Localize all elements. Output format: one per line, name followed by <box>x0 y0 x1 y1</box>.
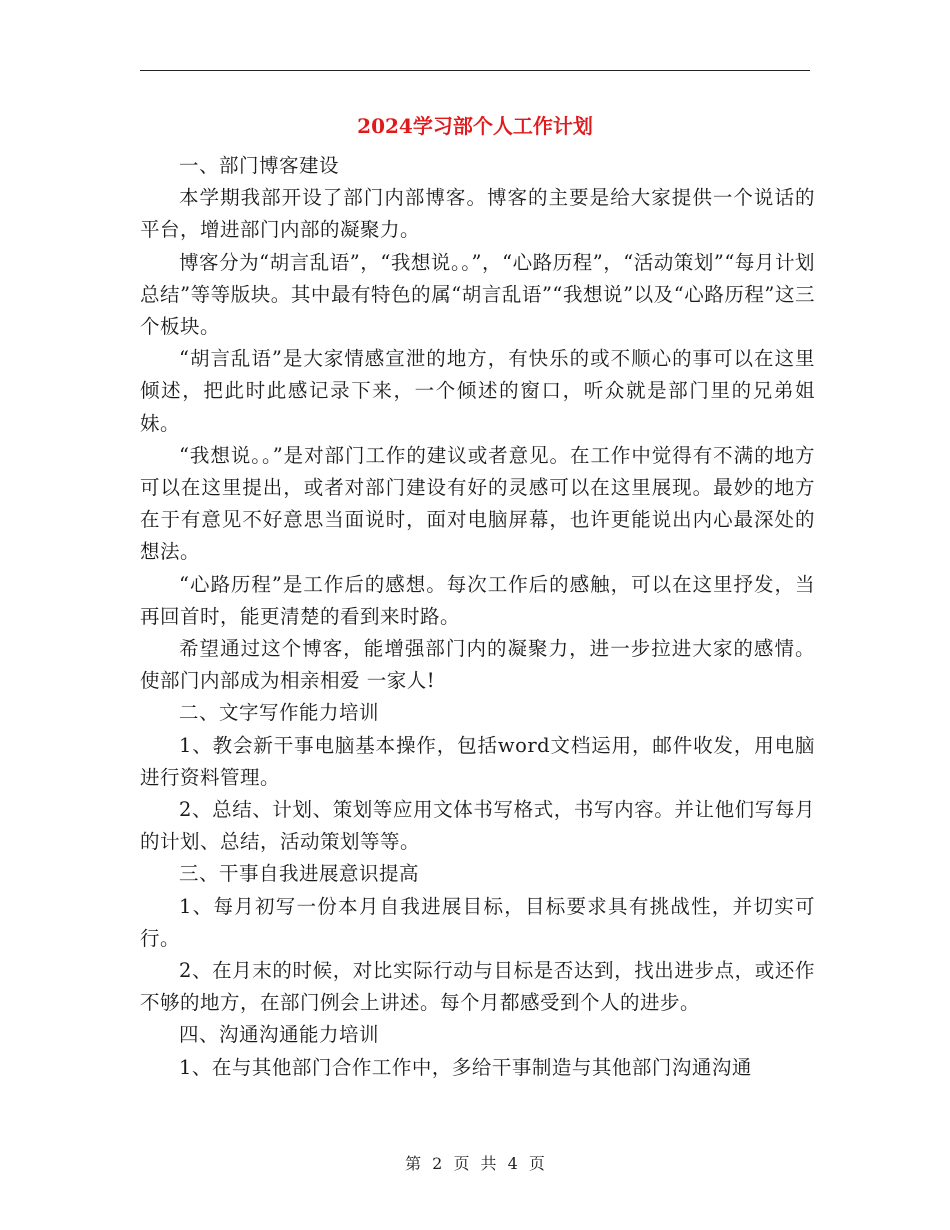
paragraph: 三、干事自我进展意识提高 <box>179 862 420 886</box>
header-rule <box>140 70 810 71</box>
document-title: 2024学习部个人工作计划 <box>357 114 593 138</box>
paragraph: 四、沟通沟通能力培训 <box>179 1023 380 1047</box>
paragraph: “我想说。。”是对部门工作的建议或者意见。在工作中觉得有不满的地方可以在这里提出，或者对部门建设有好的灵感可以在这里展现。最妙的地方在于有意见不好意思当面说时，面对电脑屏幕，也许更能说出内心最深处的想法。 <box>140 443 815 564</box>
paragraph: 1、在与其他部门合作工作中，多给干事制造与其他部门沟通沟通 <box>179 1055 752 1079</box>
paragraph: 二、文字写作能力培训 <box>179 701 380 725</box>
paragraph: 1、教会新干事电脑基本操作，包括word文档运用，邮件收发，用电脑进行资料管理。 <box>140 733 815 789</box>
page-number-footer: 第 2 页 共 4 页 <box>405 1154 545 1173</box>
paragraph: 博客分为“胡言乱语”，“我想说。。”，“心路历程”，“活动策划”“每月计划总结”等等版块。其中最有特色的属“胡言乱语”“我想说”以及“心路历程”这三个板块。 <box>140 250 815 339</box>
document-body <box>140 150 815 1084</box>
paragraph: 一、部门博客建设 <box>179 154 340 177</box>
paragraph: 1、每月初写一份本月自我进展目标，目标要求具有挑战性，并切实可行。 <box>140 894 815 950</box>
paragraph: 2、总结、计划、策划等应用文体书写格式，书写内容。并让他们写每月的计划、总结，活动策划等等。 <box>140 798 815 854</box>
paragraph: 2、在月末的时候，对比实际行动与目标是否达到，找出进步点，或还作不够的地方，在部门例会上讲述。每个月都感受到个人的进步。 <box>140 959 815 1015</box>
paragraph: 希望通过这个博客，能增强部门内的凝聚力，进一步拉进大家的感情。使部门内部成为相亲相爱 一家人! <box>140 637 815 693</box>
paragraph: “胡言乱语”是大家情感宣泄的地方，有快乐的或不顺心的事可以在这里倾述，把此时此感记录下来，一个倾述的窗口，听众就是部门里的兄弟姐妹。 <box>140 347 815 435</box>
paragraph: 本学期我部开设了部门内部博客。博客的主要是给大家提供一个说话的平台，增进部门内部的凝聚力。 <box>140 186 815 242</box>
paragraph: “心路历程”是工作后的感想。每次工作后的感触，可以在这里抒发，当再回首时，能更清楚的看到来时路。 <box>140 572 815 628</box>
